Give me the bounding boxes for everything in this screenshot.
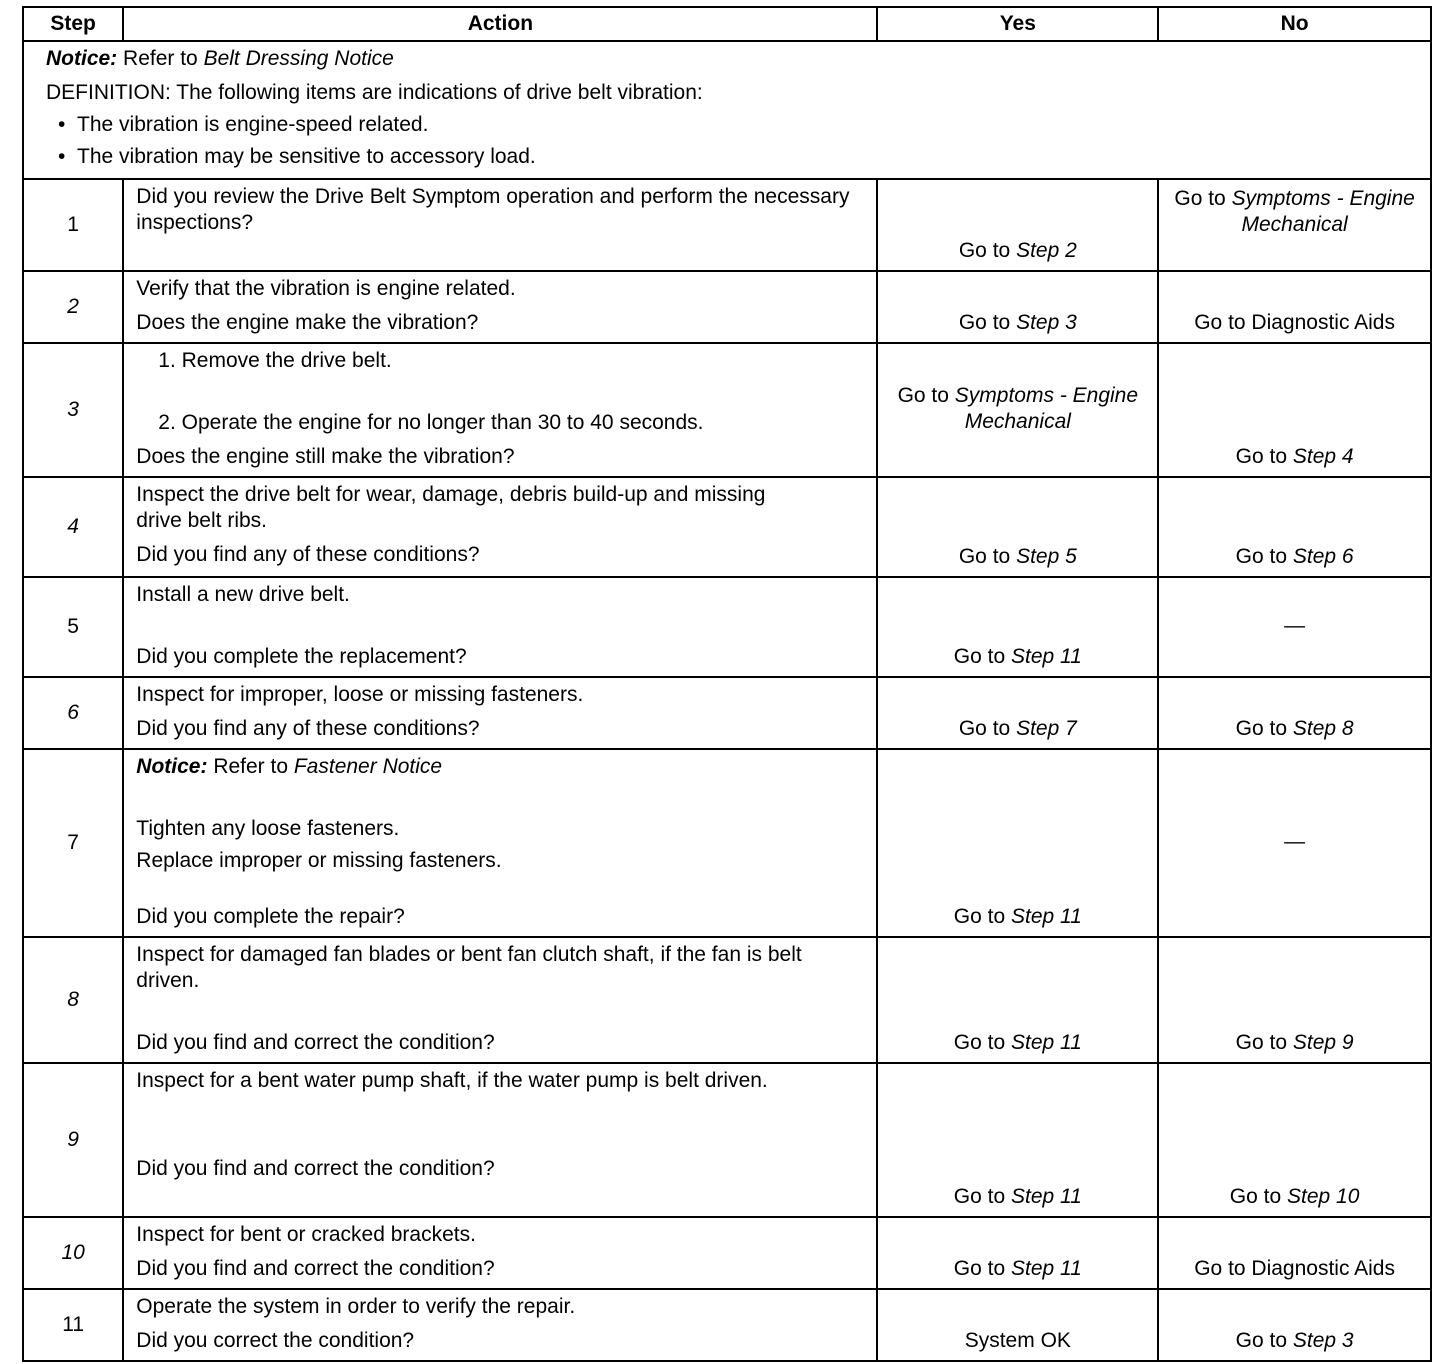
step-link[interactable]: Step 9 xyxy=(1292,1031,1354,1054)
system-ok-text: System OK xyxy=(964,1329,1071,1352)
step-link[interactable]: Step 11 xyxy=(1011,1031,1082,1054)
step-link[interactable]: Step 11 xyxy=(1011,645,1082,668)
step-link[interactable]: Step 4 xyxy=(1292,445,1354,468)
table-row xyxy=(23,271,1431,343)
no-cell xyxy=(1158,749,1431,937)
action-text: Verify that the vibration is engine related. xyxy=(136,277,516,300)
table-row xyxy=(23,1063,1431,1217)
question-text: Did you find and correct the condition? xyxy=(136,1257,495,1280)
no-cell xyxy=(1158,1217,1431,1289)
notice-row xyxy=(23,41,1431,179)
action-cell xyxy=(123,937,877,1063)
step-link[interactable]: Step 7 xyxy=(1016,717,1077,740)
step-number: 7 xyxy=(23,749,123,937)
question-text: Did you correct the condition? xyxy=(136,1329,415,1352)
no-action-dash: — xyxy=(1284,614,1306,637)
action-cell xyxy=(123,477,877,577)
step-link[interactable]: Step 2 xyxy=(1016,239,1077,262)
step-link[interactable]: Step 5 xyxy=(1016,545,1077,568)
header-step: Step xyxy=(23,7,123,41)
symptoms-link[interactable]: Symptoms - Engine Mechanical xyxy=(1231,187,1415,236)
action-text: Inspect for bent or cracked brackets. xyxy=(136,1223,476,1246)
step-number: 9 xyxy=(23,1063,123,1217)
notice-text: Refer to xyxy=(123,47,198,70)
action-cell xyxy=(123,179,877,271)
step-link[interactable]: Step 6 xyxy=(1292,545,1354,568)
step-link[interactable]: Step 11 xyxy=(1011,1257,1082,1280)
table-row xyxy=(23,749,1431,937)
no-cell: Go to Symptoms - Engine Mechanical xyxy=(1158,179,1431,271)
no-cell xyxy=(1158,271,1431,343)
action-cell xyxy=(123,677,877,749)
action-text: Operate the system in order to verify the repair. xyxy=(136,1295,576,1318)
yes-cell: Go to Step 11 xyxy=(877,577,1158,677)
yes-cell: Go to Step 7 xyxy=(877,677,1158,749)
bullet-item: • The vibration is engine-speed related. xyxy=(58,113,429,136)
action-text: Inspect for damaged fan blades or bent fan clutch shaft, if the fan is belt driven. xyxy=(136,943,802,992)
step-number: 11 xyxy=(23,1289,123,1361)
step-number: 10 xyxy=(23,1217,123,1289)
no-cell: Go to Step 3 xyxy=(1158,1289,1431,1361)
action-text: Replace improper or missing fasteners. xyxy=(136,849,502,872)
bullet-item: • The vibration may be sensitive to accessory load. xyxy=(58,145,536,168)
step-link[interactable]: Step 10 xyxy=(1287,1185,1360,1208)
no-cell: Go to Step 9 xyxy=(1158,937,1431,1063)
step-number: 3 xyxy=(23,343,123,477)
step-number: 6 xyxy=(23,677,123,749)
notice-cell xyxy=(23,41,1431,179)
action-cell xyxy=(123,1217,877,1289)
header-yes: Yes xyxy=(877,7,1158,41)
symptoms-link[interactable]: Symptoms - Engine Mechanical xyxy=(954,384,1139,433)
table-row xyxy=(23,577,1431,677)
no-cell: Go to Step 8 xyxy=(1158,677,1431,749)
step-link[interactable]: Step 3 xyxy=(1292,1329,1354,1352)
no-cell xyxy=(1158,577,1431,677)
yes-cell: Go to Step 11 xyxy=(877,1217,1158,1289)
action-text: Tighten any loose fasteners. xyxy=(136,817,400,840)
yes-cell: Go to Step 11 xyxy=(877,937,1158,1063)
notice-label: Notice: xyxy=(136,755,208,778)
yes-cell: Go to Step 11 xyxy=(877,749,1158,937)
action-cell xyxy=(123,1063,877,1217)
diagnostic-aids-link[interactable]: Go to Diagnostic Aids xyxy=(1194,1257,1395,1280)
diagnostic-table-container xyxy=(22,6,1432,1362)
definition-text: DEFINITION: The following items are indications of drive belt vibration: xyxy=(46,81,703,104)
no-cell: Go to Step 10 xyxy=(1158,1063,1431,1217)
action-cell xyxy=(123,343,877,477)
step-link[interactable]: Step 11 xyxy=(1011,1185,1082,1208)
action-text: Install a new drive belt. xyxy=(136,583,350,606)
action-cell: Notice: Refer to Fastener Notice Tighten any loose fasteners. Replace improper or missing fasteners. Did you complete the repair? xyxy=(123,749,877,937)
table-row xyxy=(23,343,1431,477)
notice-label: Notice: xyxy=(46,47,118,70)
diagnostic-aids-link[interactable]: Go to Diagnostic Aids xyxy=(1194,311,1395,334)
action-text: 1. Remove the drive belt. xyxy=(158,349,392,372)
no-cell: Go to Step 6 xyxy=(1158,477,1431,577)
question-text: Did you find any of these conditions? xyxy=(136,543,480,566)
header-action: Action xyxy=(123,7,877,41)
table-row xyxy=(23,477,1431,577)
action-text: 2. Operate the engine for no longer than 30 to 40 seconds. xyxy=(158,411,704,434)
step-number: 4 xyxy=(23,477,123,577)
fastener-notice-link[interactable]: Fastener Notice xyxy=(293,755,443,778)
no-action-dash: — xyxy=(1284,830,1306,853)
step-number: 1 xyxy=(23,179,123,271)
question-text: Does the engine still make the vibration? xyxy=(136,445,515,468)
question-text: Did you complete the repair? xyxy=(136,905,405,928)
action-text: Inspect for improper, loose or missing fasteners. xyxy=(136,683,584,706)
table-row xyxy=(23,677,1431,749)
yes-cell xyxy=(877,1289,1158,1361)
action-text: Inspect for a bent water pump shaft, if the water pump is belt driven. xyxy=(136,1069,768,1092)
question-text: Did you complete the replacement? xyxy=(136,645,467,668)
step-number: 8 xyxy=(23,937,123,1063)
question-text: Did you find and correct the condition? xyxy=(136,1031,495,1054)
step-number: 2 xyxy=(23,271,123,343)
step-link[interactable]: Step 3 xyxy=(1016,311,1077,334)
yes-cell: Go to Step 11 xyxy=(877,1063,1158,1217)
table-row xyxy=(23,1289,1431,1361)
no-cell: Go to Step 4 xyxy=(1158,343,1431,477)
action-text: Inspect the drive belt for wear, damage, debris build-up and missing drive belt ribs. xyxy=(136,483,766,532)
header-row xyxy=(23,7,1431,41)
action-cell xyxy=(123,577,877,677)
step-link[interactable]: Step 11 xyxy=(1011,905,1082,928)
question-text: Did you find any of these conditions? xyxy=(136,717,480,740)
yes-cell: Go to Step 2 xyxy=(877,179,1158,271)
table-row xyxy=(23,937,1431,1063)
notice-ref: Belt Dressing Notice xyxy=(203,47,394,70)
action-cell xyxy=(123,271,877,343)
action-text: Did you review the Drive Belt Symptom operation and perform the necessary inspections? xyxy=(136,185,850,234)
yes-cell: Go to Symptoms - Engine Mechanical xyxy=(877,343,1158,477)
yes-cell: Go to Step 5 xyxy=(877,477,1158,577)
table-row xyxy=(23,1217,1431,1289)
table-row xyxy=(23,179,1431,271)
header-no: No xyxy=(1158,7,1431,41)
question-text: Does the engine make the vibration? xyxy=(136,311,479,334)
step-link[interactable]: Step 8 xyxy=(1292,717,1354,740)
action-cell xyxy=(123,1289,877,1361)
diagnostic-table xyxy=(22,6,1432,1362)
step-number: 5 xyxy=(23,577,123,677)
question-text: Did you find and correct the condition? xyxy=(136,1157,495,1180)
yes-cell: Go to Step 3 xyxy=(877,271,1158,343)
